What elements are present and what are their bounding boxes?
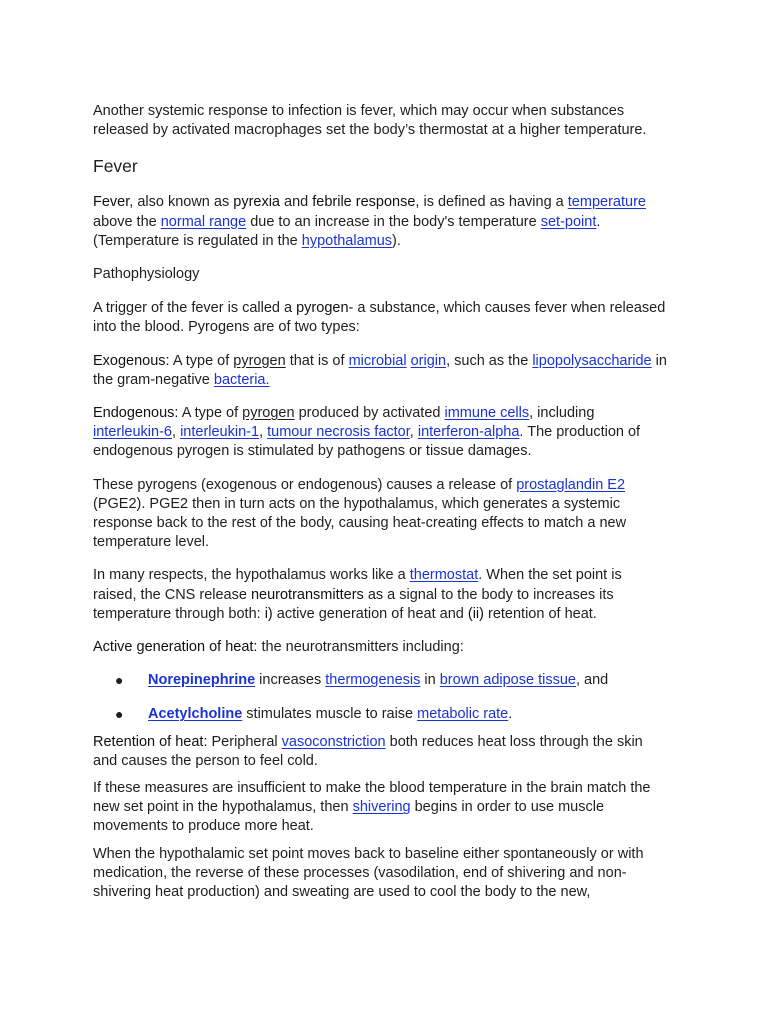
- text-run: (PGE2). PGE2 then in turn acts on the hypothalamus, which generates a systemic response back to the rest of the body, causing heat-creating effects to match a new temperature level.: [93, 495, 627, 551]
- pge2-paragraph: [93, 476, 668, 553]
- text-run: increases: [255, 672, 326, 689]
- text-run: the neurotransmitters including:: [257, 639, 464, 656]
- text-run: A type of: [178, 405, 243, 422]
- text-run: in the gram-negative: [93, 352, 667, 388]
- text-run: . The production of endogenous pyrogen is stimulated by pathogens or tissue damages.: [93, 424, 641, 460]
- link-immune-cells[interactable]: immune cells: [444, 405, 530, 422]
- link-vasoconstriction[interactable]: vasoconstriction: [281, 733, 386, 750]
- text-run: above the: [93, 213, 161, 230]
- link-norepinephrine[interactable]: Norepinephrine: [148, 672, 256, 689]
- list-item: [93, 705, 668, 724]
- link-pyrogen[interactable]: pyrogen: [233, 352, 286, 369]
- term-endogenous: Endogenous:: [93, 405, 179, 422]
- text-run: Peripheral: [207, 733, 282, 750]
- term-febrile-response: febrile response: [312, 194, 416, 211]
- term-ii: (ii): [467, 605, 484, 622]
- exogenous-paragraph: [93, 352, 668, 390]
- text-run: active generation of heat and: [272, 605, 468, 622]
- link-origin[interactable]: origin: [410, 352, 447, 369]
- link-metabolic-rate[interactable]: metabolic rate: [417, 706, 509, 723]
- term-fever: Fever: [93, 194, 130, 211]
- link-lipopolysaccharide[interactable]: lipopolysaccharide: [532, 352, 652, 369]
- term-i: i): [264, 605, 273, 622]
- text-run: that is of: [285, 352, 349, 369]
- text-run: , and: [575, 672, 609, 689]
- link-hypothalamus[interactable]: hypothalamus: [301, 232, 393, 249]
- link-bacteria[interactable]: bacteria.: [213, 371, 270, 388]
- term-pyrexia: pyrexia: [233, 194, 280, 211]
- active-generation-paragraph: [93, 638, 668, 657]
- text-run: ).: [392, 232, 401, 249]
- list-item: [93, 671, 668, 690]
- link-tumour-necrosis-factor[interactable]: tumour necrosis factor: [267, 424, 410, 441]
- link-thermogenesis[interactable]: thermogenesis: [325, 672, 421, 689]
- text-run: A trigger of the fever is called a: [93, 300, 297, 317]
- link-thermostat[interactable]: thermostat: [409, 567, 479, 584]
- term-exogenous: Exogenous:: [93, 352, 170, 369]
- text-run: ,: [259, 424, 268, 441]
- definition-paragraph: [93, 193, 668, 251]
- text-run: . (Temperature is regulated in the: [93, 213, 601, 249]
- text-run: begins in order to use muscle movements to produce more heat.: [93, 799, 605, 835]
- text-run: - a substance, which causes fever when released into the blood. Pyrogens are of two types:: [93, 300, 666, 336]
- text-run: stimulates muscle to raise: [242, 706, 418, 723]
- retention-paragraph: [93, 733, 668, 771]
- text-run: .: [508, 706, 513, 723]
- text-run: , such as the: [446, 352, 533, 369]
- link-interferon-alpha[interactable]: interferon-alpha: [417, 424, 520, 441]
- text-run: as a signal to the body to increases its temperature through both:: [93, 586, 614, 622]
- link-pyrogen-2[interactable]: pyrogen: [242, 405, 295, 422]
- text-run: due to an increase in the body's temperature: [246, 213, 541, 230]
- text-run: , including: [529, 405, 595, 422]
- text-run: If these measures are insufficient to make the blood temperature in the brain match the new set point in the hypothalamus, then: [93, 780, 651, 816]
- thermostat-paragraph: [93, 566, 668, 624]
- text-run: retention of heat.: [483, 605, 597, 622]
- link-interleukin-1[interactable]: interleukin-1: [180, 424, 260, 441]
- term-active-generation: Active generation of heat:: [93, 639, 258, 656]
- baseline-paragraph: When the hypothalamic set point moves back to baseline either spontaneously or with medication, the reverse of these processes (vasodilation, end of shivering and non-shivering heat production) and sweating are used to cool the body to the new,: [93, 845, 644, 901]
- text-run: In many respects, the hypothalamus works like a: [93, 567, 410, 584]
- term-pyrogen: pyrogen: [296, 300, 349, 317]
- link-acetylcholine[interactable]: Acetylcholine: [148, 706, 243, 723]
- text-run: both reduces heat loss through the skin and causes the person to feel cold.: [93, 733, 643, 769]
- link-set-point[interactable]: set-point: [540, 213, 597, 230]
- text-run: and: [280, 194, 313, 211]
- text-run: in: [420, 672, 440, 689]
- link-normal-range[interactable]: normal range: [160, 213, 247, 230]
- text-run: . When the set point is raised, the CNS release: [93, 567, 622, 603]
- text-run: produced by activated: [294, 405, 445, 422]
- text-run: ,: [172, 424, 181, 441]
- term-retention-of-heat: Retention of heat:: [93, 733, 208, 750]
- text-run: , is defined as having a: [415, 194, 568, 211]
- text-run: ,: [409, 424, 418, 441]
- link-temperature[interactable]: temperature: [567, 194, 646, 211]
- bullet-icon: ●: [115, 672, 124, 689]
- shivering-paragraph: [93, 779, 668, 837]
- section-heading-fever: Fever: [93, 156, 138, 177]
- link-prostaglandin-e2[interactable]: prostaglandin E2: [516, 476, 626, 493]
- link-microbial[interactable]: microbial: [348, 352, 407, 369]
- text-run: These pyrogens (exogenous or endogenous) causes a release of: [93, 476, 517, 493]
- text-run: A type of: [169, 352, 234, 369]
- link-shivering[interactable]: shivering: [352, 799, 411, 816]
- subheading-pathophysiology: Pathophysiology: [93, 266, 200, 283]
- term-neurotransmitters: neurotransmitters: [250, 586, 364, 603]
- link-interleukin-6[interactable]: interleukin-6: [93, 424, 172, 441]
- link-brown-adipose-tissue[interactable]: brown adipose tissue: [439, 672, 576, 689]
- trigger-paragraph: [93, 299, 668, 337]
- endogenous-paragraph: [93, 404, 668, 462]
- intro-paragraph: Another systemic response to infection is fever, which may occur when substances released by activated macrophages set the body’s thermostat at a higher temperature.: [93, 103, 647, 139]
- neurotransmitter-list: [93, 671, 668, 724]
- bullet-icon: ●: [115, 706, 124, 723]
- text-run: , also known as: [129, 194, 234, 211]
